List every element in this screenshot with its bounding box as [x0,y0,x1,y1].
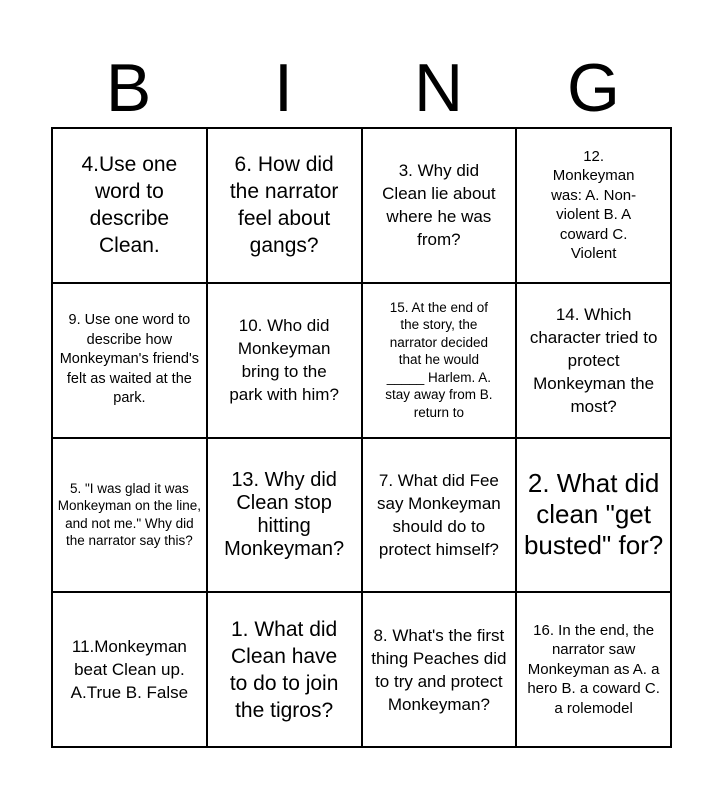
bingo-cell[interactable] [363,284,518,439]
header-letter-b: B [105,49,152,126]
bingo-cell[interactable] [208,129,363,284]
bingo-cell[interactable] [53,129,208,284]
bingo-cell-text: 9. Use one word to describe how Monkeyman's friend's felt as waited at the park. [59,312,200,407]
bingo-cell-text: 14. Which character tried to protect Monkeyman the most? [529,304,658,416]
bingo-cell[interactable] [53,593,208,748]
bingo-cell-text: 11.Monkeyman beat Clean up. A.True B. False [70,637,189,703]
header-letter-g: G [567,49,620,126]
bingo-cell[interactable] [53,439,208,594]
bingo-cell-text: 15. At the end of the story, the narrator decided that he would _____ Harlem. A. stay away from B. return to [385,299,493,420]
bingo-cell[interactable] [517,439,672,594]
bingo-card-grid [51,127,672,748]
bingo-cell-text: 12. Monkeyman was: A. Non-violent B. A coward C. Violent [551,147,637,263]
bingo-cell-text: 6. How did the narrator feel about gangs? [229,153,339,258]
bingo-header [51,50,671,125]
header-letter-i: I [274,49,293,126]
bingo-cell[interactable] [208,593,363,748]
bingo-cell-text: 13. Why did Clean stop hitting Monkeyman? [224,468,345,560]
bingo-cell-text: 7. What did Fee say Monkeyman should do to protect himself? [376,470,501,559]
bingo-cell-text: 2. What did clean "get busted" for? [523,468,664,561]
bingo-cell[interactable] [208,439,363,594]
header-letter-n: N [413,49,464,126]
bingo-cell-text: 10. Who did Monkeyman bring to the park with him? [229,316,339,405]
bingo-cell-text: 16. In the end, the narrator saw Monkeyman as A. a hero B. a coward C. a rolemodel [527,621,660,717]
bingo-cell-text: 3. Why did Clean lie about where he was from? [382,161,496,250]
bingo-cell[interactable] [208,284,363,439]
bingo-cell[interactable] [517,129,672,284]
bingo-cell[interactable] [517,593,672,748]
bingo-cell-text: 1. What did Clean have to do to join the tigros? [229,617,339,722]
bingo-cell-text: 8. What's the first thing Peaches did to try and protect Monkeyman? [371,625,507,714]
bingo-cell[interactable] [53,284,208,439]
bingo-cell[interactable] [363,593,518,748]
bingo-cell[interactable] [363,439,518,594]
bingo-cell-text: 4.Use one word to describe Clean. [81,153,178,258]
bingo-cell-text: 5. "I was glad it was Monkeyman on the line, and not me." Why did the narrator say this? [57,480,202,549]
bingo-cell[interactable] [517,284,672,439]
bingo-cell[interactable] [363,129,518,284]
